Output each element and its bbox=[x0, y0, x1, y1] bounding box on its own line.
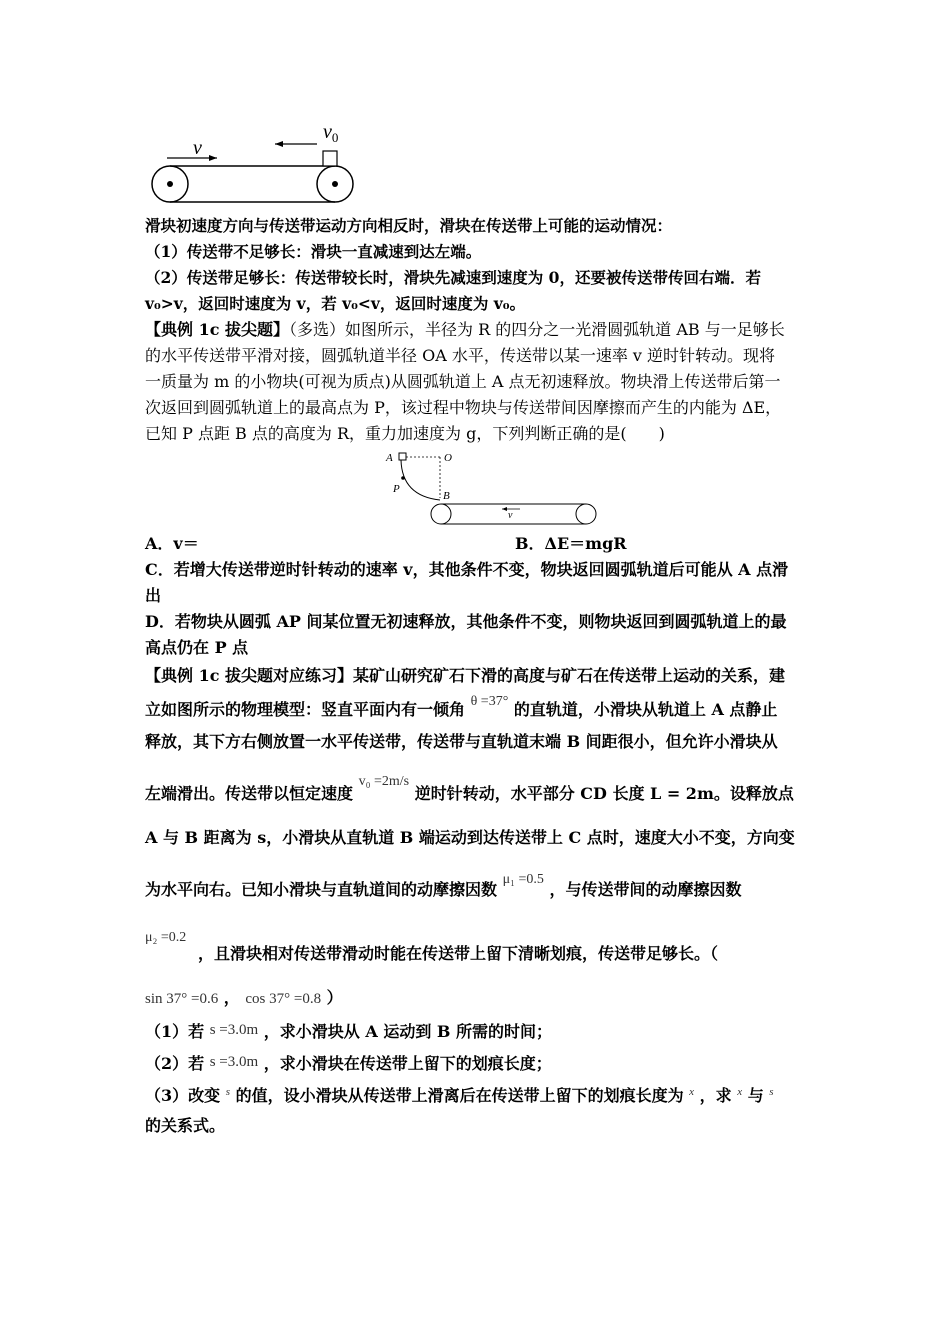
practice-line-7: ，且滑块相对传送带滑动时能在传送带上留下清晰划痕，传送带足够长。（ bbox=[198, 944, 719, 963]
s-symbol-2: s bbox=[769, 1086, 774, 1098]
intro-line-1: 滑块初速度方向与传送带运动方向相反时，滑块在传送带上可能的运动情况： bbox=[145, 216, 673, 235]
practice-line-1: 【典例 1c 拔尖题对应练习】某矿山研究矿石下滑的高度与矿石在传送带上运动的关系，建 bbox=[145, 666, 786, 685]
label-O: O bbox=[444, 452, 452, 464]
cos-formula: cos 37° =0.8 bbox=[245, 991, 322, 1007]
intro-line-4: v₀>v，返回时速度为 v，若 v₀<v，返回时速度为 v₀。 bbox=[145, 294, 526, 313]
block-velocity-label: $v_0$ bbox=[323, 121, 339, 145]
x-symbol: x bbox=[689, 1086, 695, 1098]
s-value-1: s =3.0m bbox=[209, 1022, 259, 1038]
s-symbol: s bbox=[225, 1086, 230, 1098]
arc-conveyor-figure bbox=[380, 448, 610, 530]
practice-line-4: 左端滑出。传送带以恒定速度 v₀ =2m/s 逆时针转动，水平部分 CD 长度 L = 2m。设释放点 bbox=[145, 774, 794, 803]
practice-line-3: 释放，其下方右侧放置一水平传送带，传送带与直轨道末端 B 间距很小，但允许小滑块从 bbox=[145, 732, 778, 751]
practice-line-2: 立如图所示的物理模型：竖直平面内有一倾角 θ =37° 的直轨道，小滑块从轨道上 A 点静止 bbox=[145, 694, 778, 719]
quarter-arc-AB bbox=[401, 460, 440, 500]
belt-velocity-label: v bbox=[193, 137, 202, 159]
mu1-formula: μ₁ =0.5 bbox=[502, 872, 544, 887]
example-tag: 【典例 1c 拔尖题】 bbox=[145, 320, 290, 339]
example-line-4: 次返回到圆弧轨道上的最高点为 P，该过程中物块与传送带间因摩擦而产生的内能为 ΔE， bbox=[145, 398, 782, 417]
example-line-1: 【典例 1c 拔尖题】（多选）如图所示，半径为 R 的四分之一光滑圆弧轨道 AB 与一足够长 bbox=[145, 320, 785, 339]
question-3: （3）改变 $^s$ 的值，设小滑块从传送带上滑离后在传送带上留下的划痕长度为 $^x$ ，求 $^x$ 与 $^s$ bbox=[145, 1086, 774, 1105]
label-B: B bbox=[443, 490, 450, 502]
label-A: A bbox=[386, 452, 393, 464]
slider-block bbox=[323, 151, 337, 166]
question-2: （2）若 s =3.0m ，求小滑块在传送带上留下的划痕长度； bbox=[145, 1054, 552, 1073]
practice-line-5: A 与 B 距离为 s，小滑块从直轨道 B 端运动到达传送带上 C 点时，速度大小不变，方向变 bbox=[145, 828, 795, 847]
question-1: （1）若 s =3.0m ，求小滑块从 A 运动到 B 所需的时间； bbox=[145, 1022, 552, 1041]
example-line-5: 已知 P 点距 B 点的高度为 R，重力加速度为 g，下列判断正确的是( ) bbox=[145, 424, 665, 443]
practice-line-6: 为水平向右。已知小滑块与直轨道间的动摩擦因数 μ₁ =0.5 ，与传送带间的动摩擦因数 bbox=[145, 872, 742, 899]
option-C-line-1: C．若增大传送带逆时针转动的速率 v，其他条件不变，物块返回圆弧轨道后可能从 A 点滑 bbox=[145, 560, 789, 579]
belt-right-pulley bbox=[576, 504, 596, 524]
label-v: v bbox=[508, 510, 513, 521]
v0-formula: v₀ =2m/s bbox=[358, 774, 410, 789]
left-pulley-axle bbox=[167, 181, 173, 187]
question-3-end: 的关系式。 bbox=[145, 1116, 226, 1135]
option-D-line-2: 高点仍在 P 点 bbox=[145, 638, 249, 657]
label-P: P bbox=[393, 483, 400, 495]
mu2-formula: μ₂ =0.2 bbox=[145, 930, 187, 945]
point-P bbox=[401, 476, 405, 480]
right-pulley-axle bbox=[332, 181, 338, 187]
trig-values: sin 37° =0.6 ， cos 37° =0.8 ） bbox=[145, 988, 343, 1007]
intro-line-2: （1）传送带不足够长：滑块一直减速到达左端。 bbox=[145, 242, 482, 261]
option-B: B．ΔE＝mgR bbox=[515, 534, 627, 553]
intro-line-3: （2）传送带足够长：传送带较长时，滑块先减速到速度为 0，还要被传送带传回右端．若 bbox=[145, 268, 761, 287]
practice-tag: 【典例 1c 拔尖题对应练习】 bbox=[145, 666, 354, 685]
belt-left-pulley bbox=[431, 504, 451, 524]
example-line-3: 一质量为 m 的小物块(可视为质点)从圆弧轨道上 A 点无初速释放。物块滑上传送带后第一 bbox=[145, 372, 781, 391]
option-C-line-2: 出 bbox=[145, 586, 162, 605]
option-A: A．v＝ bbox=[145, 534, 199, 553]
block-at-A bbox=[399, 453, 406, 460]
sin-formula: sin 37° =0.6 bbox=[145, 991, 219, 1007]
conveyor-figure-1 bbox=[145, 118, 365, 208]
example-line-2: 的水平传送带平滑对接，圆弧轨道半径 OA 水平，传送带以某一速率 v 逆时针转动。现将 bbox=[145, 346, 776, 365]
option-D-line-1: D．若物块从圆弧 AP 间某位置无初速释放，其他条件不变，则物块返回到圆弧轨道上的最 bbox=[145, 612, 787, 631]
x-symbol-2: x bbox=[737, 1086, 743, 1098]
s-value-2: s =3.0m bbox=[209, 1054, 259, 1070]
theta-formula: θ =37° bbox=[470, 694, 509, 709]
